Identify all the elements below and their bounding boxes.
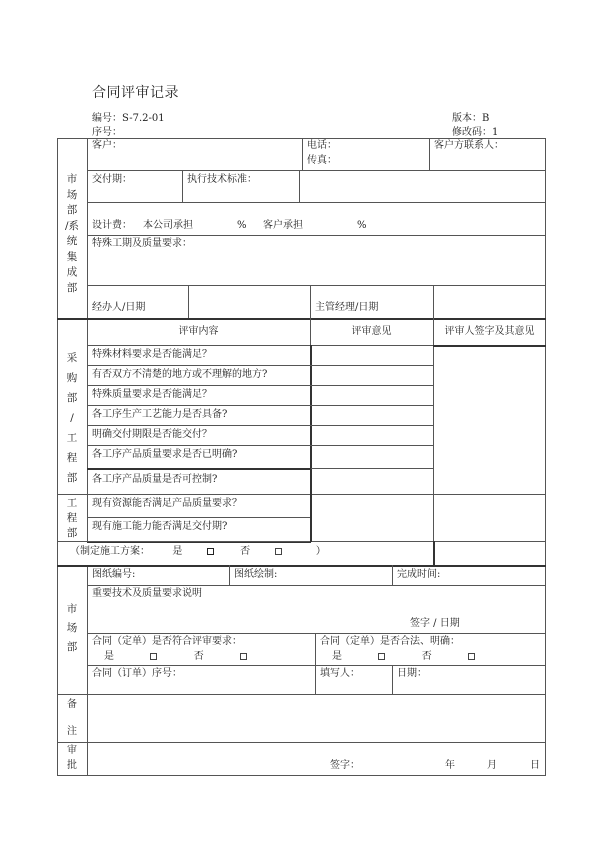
market-dept-label-2: 市 场 部 [66, 603, 78, 653]
review-item: 明确交付期限是否能交付？ [92, 429, 212, 440]
company-percent[interactable]: % [237, 220, 247, 231]
procurement-dept-label: 采 购 部 / 工 程 部 [66, 352, 78, 484]
opinion-input[interactable] [311, 406, 433, 425]
contract-legal-label: 合同（定单）是否合法、明确： [320, 636, 460, 647]
design-fee-label: 设计费： [92, 220, 132, 231]
tech-standard-field[interactable]: 执行技术标准： [187, 174, 257, 185]
phone-field[interactable]: 电话： [307, 140, 337, 151]
header-review-opinion: 评审意见 [351, 326, 392, 337]
opinion-input[interactable] [312, 518, 433, 541]
engineering-dept-label: 工 程 部 [66, 497, 78, 539]
opinion-input[interactable] [311, 426, 433, 445]
opinion-input[interactable] [311, 366, 433, 385]
customer-bears-label: 客户承担 [263, 220, 303, 231]
important-tech-field[interactable]: 重要技术及质量要求说明 [92, 588, 202, 599]
review-item: 现有施工能力能否满足交付期? [92, 521, 228, 532]
manager-date-label: 主管经理/日期 [315, 302, 379, 313]
doc-number: 编号：S-7.2-01 [92, 113, 165, 124]
review-item: 有否双方不清楚的地方或不理解的地方? [92, 369, 268, 380]
company-bears-label: 本公司承担 [143, 220, 193, 231]
opinion-input[interactable] [311, 446, 433, 468]
version: 版本：B [452, 113, 490, 124]
remarks-label-bottom: 注 [67, 726, 77, 737]
contract-legal-options: 是 否 [332, 651, 475, 663]
market-dept-label: 市 场 部 /系 统 集 成 部 [64, 173, 80, 294]
header-review-content: 评审内容 [178, 326, 219, 337]
review-item: 现有资源能否满足产品质量要求？ [92, 498, 242, 509]
handler-date-label: 经办人/日期 [92, 302, 146, 313]
drawing-number-field[interactable]: 图纸编号: [92, 569, 136, 580]
drawing-author-field[interactable]: 图纸绘制: [234, 569, 278, 580]
contract-meets-review-options: 是 否 [104, 651, 247, 663]
customer-contact-field[interactable]: 客户方联系人： [434, 140, 504, 151]
remarks-label-top: 备 [67, 699, 77, 710]
contract-serial-field[interactable]: 合同（订单）序号： [92, 668, 182, 679]
revision-code: 修改码：1 [452, 127, 499, 138]
approval-day: 日 [530, 760, 540, 771]
customer-percent[interactable]: % [357, 220, 367, 231]
legal-no-checkbox[interactable] [468, 653, 475, 660]
completion-time-field[interactable]: 完成时间: [397, 569, 441, 580]
plan-yes-checkbox[interactable] [207, 548, 214, 555]
approval-month: 月 [487, 760, 497, 771]
header-reviewer-signature: 评审人签字及其意见 [444, 326, 535, 337]
opinion-input[interactable] [311, 469, 433, 494]
customer-field[interactable]: 客户： [92, 140, 122, 151]
approval-label-bottom: 批 [67, 760, 77, 771]
approval-label-top: 审 [67, 745, 77, 756]
construction-plan-row: （制定施工方案： 是 否 ） [70, 546, 326, 557]
legal-yes-checkbox[interactable] [378, 653, 385, 660]
review-item: 各工序产品质量要求是否已明确? [92, 449, 238, 460]
plan-no-checkbox[interactable] [275, 548, 282, 555]
review-item: 特殊质量要求是否能满足？ [92, 389, 212, 400]
signature-date-label: 签字 / 日期 [410, 618, 460, 629]
date-field[interactable]: 日期： [397, 668, 427, 679]
reviewer-signature-engineering[interactable] [434, 495, 545, 541]
reviewer-signature-procurement[interactable] [434, 347, 545, 494]
special-requirements-field[interactable]: 特殊工期及质量要求： [92, 238, 192, 249]
remarks-input[interactable] [88, 695, 545, 742]
filled-by-field[interactable]: 填写人： [320, 668, 360, 679]
opinion-input[interactable] [311, 386, 433, 405]
contract-meets-review-label: 合同（定单）是否符合评审要求： [92, 636, 242, 647]
review-item: 特殊材料要求是否能满足？ [92, 349, 212, 360]
document-title: 合同评审记录 [92, 85, 179, 101]
opinion-input[interactable] [311, 346, 433, 365]
approval-year: 年 [445, 760, 455, 771]
approval-signature-label: 签字： [330, 760, 360, 771]
opinion-input[interactable] [312, 495, 433, 517]
serial-number: 序号： [92, 127, 122, 138]
meets-review-no-checkbox[interactable] [240, 653, 247, 660]
delivery-date-field[interactable]: 交付期： [92, 174, 132, 185]
review-item: 各工序产品质量是否可控制? [92, 474, 218, 485]
review-item: 各工序生产工艺能力是否具备? [92, 409, 228, 420]
meets-review-yes-checkbox[interactable] [150, 653, 157, 660]
fax-field[interactable]: 传真： [307, 155, 337, 166]
